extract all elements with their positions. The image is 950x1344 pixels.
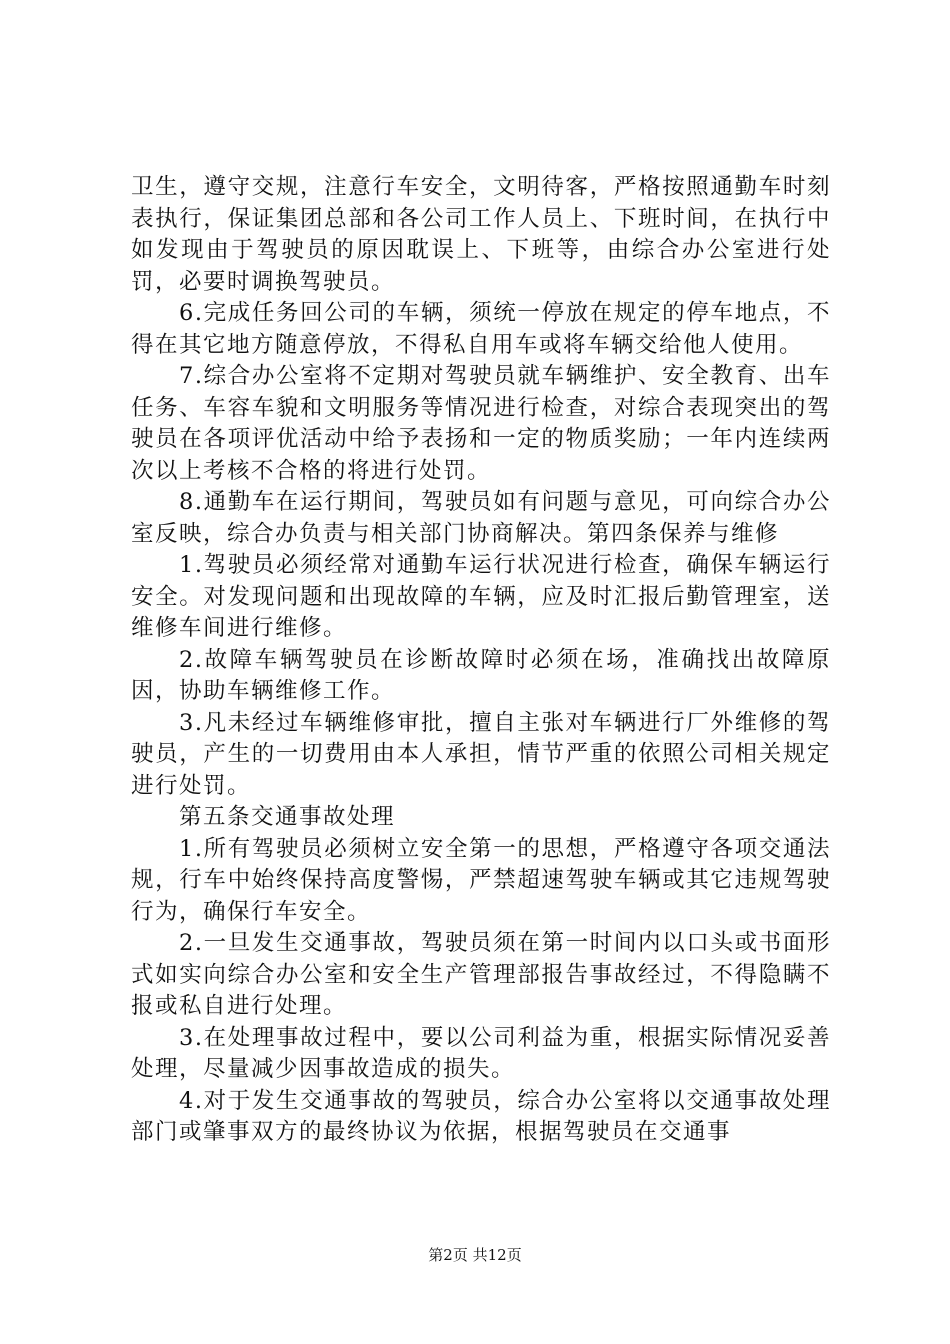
paragraph-accident-4: 4.对于发生交通事故的驾驶员，综合办公室将以交通事故处理部门或肇事双方的最终协议为依据，根据驾驶员在交通事 bbox=[131, 1087, 831, 1145]
paragraph-continuation: 卫生，遵守交规，注意行车安全，文明待客，严格按照通勤车时刻表执行，保证集团总部和各公司工作人员上、下班时间，在执行中如发现由于驾驶员的原因耽误上、下班等，由综合办公室进行处罚，必要时调换驾驶员。 bbox=[131, 174, 831, 295]
paragraph-accident-3: 3.在处理事故过程中，要以公司利益为重，根据实际情况妥善处理，尽量减少因事故造成的损失。 bbox=[131, 1024, 831, 1082]
page-number-footer: 第2页 共12页 bbox=[428, 1246, 522, 1264]
paragraph-accident-1: 1.所有驾驶员必须树立安全第一的思想，严格遵守各项交通法规，行车中始终保持高度警惕，严禁超速驾驶车辆或其它违规驾驶行为，确保行车安全。 bbox=[131, 835, 831, 925]
paragraph-maintenance-2: 2.故障车辆驾驶员在诊断故障时必须在场，准确找出故障原因，协助车辆维修工作。 bbox=[131, 646, 831, 704]
paragraph-item-8: 8.通勤车在运行期间，驾驶员如有问题与意见，可向综合办公室反映，综合办负责与相关部门协商解决。第四条保养与维修 bbox=[131, 489, 831, 547]
paragraph-item-6: 6.完成任务回公司的车辆，须统一停放在规定的停车地点，不得在其它地方随意停放，不得私自用车或将车辆交给他人使用。 bbox=[131, 300, 831, 358]
section-heading-article-5: 第五条交通事故处理 bbox=[179, 804, 396, 830]
document-body bbox=[131, 172, 831, 1149]
paragraph-item-7: 7.综合办公室将不定期对驾驶员就车辆维护、安全教育、出车任务、车容车貌和文明服务等情况进行检查，对综合表现突出的驾驶员在各项评优活动中给予表扬和一定的物质奖励；一年内连续两次以上考核不合格的将进行处罚。 bbox=[131, 363, 831, 484]
paragraph-accident-2: 2.一旦发生交通事故，驾驶员须在第一时间内以口头或书面形式如实向综合办公室和安全生产管理部报告事故经过，不得隐瞒不报或私自进行处理。 bbox=[131, 930, 831, 1019]
paragraph-maintenance-3: 3.凡未经过车辆维修审批，擅自主张对车辆进行厂外维修的驾驶员，产生的一切费用由本人承担，情节严重的依照公司相关规定进行处罚。 bbox=[131, 709, 831, 799]
paragraph-maintenance-1: 1.驾驶员必须经常对通勤车运行状况进行检查，确保车辆运行安全。对发现问题和出现故障的车辆，应及时汇报后勤管理室，送维修车间进行维修。 bbox=[131, 552, 831, 641]
